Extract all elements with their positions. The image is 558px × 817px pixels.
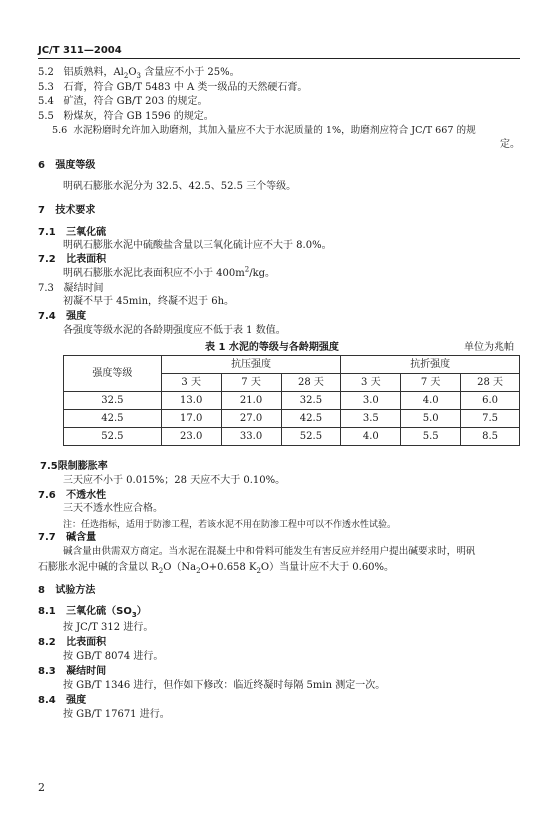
clause-7-6-body: 三天不透水性应合格。 [63,503,163,514]
table-cell: 13.0 [161,392,221,410]
table-row [64,428,520,446]
table-cell: 21.0 [221,392,281,410]
clause-8-2-body: 按 GB/T 8074 进行。 [63,651,164,662]
table-cell: 17.0 [161,410,221,428]
table-cell: 7.5 [461,410,520,428]
clause-5-5: 5.5 粉煤灰，符合 GB 1596 的规定。 [38,111,214,122]
table-row [64,392,520,410]
section-6-body: 明矾石膨胀水泥分为 32.5、42.5、52.5 三个等级。 [63,181,297,192]
table-cell: 32.5 [281,392,341,410]
header-flexural: 抗折强度 [341,356,520,374]
header-age: 3 天 [341,374,401,392]
clause-8-4-body: 按 GB/T 17671 进行。 [63,709,170,720]
clause-7-2-body: 明矾石膨胀水泥比表面积应不小于 $400m^2/kg$。 [63,265,276,279]
clause-8-3-heading: 8.3 凝结时间 [38,666,107,677]
table-cell: 3.5 [341,410,401,428]
clause-7-7-heading: 7.7 碱含量 [38,532,97,543]
clause-7-3-heading: 7.3 凝结时间 [38,283,104,294]
clause-8-4-heading: 8.4 强度 [38,695,87,706]
header-age: 7 天 [221,374,281,392]
table-cell: 33.0 [221,428,281,446]
clause-7-6-note: 注：任选指标，适用于防渗工程，若该水泥不用在防渗工程中可以不作透水性试验。 [63,520,397,530]
table-header-row [64,356,520,374]
header-rule [38,58,520,59]
clause-8-1-heading: 8.1 三氧化硫$(SO_3)$ [38,606,147,619]
table-1-caption: 表 1 水泥的等级与各龄期强度 [205,342,339,353]
clause-5-3: 5.3 石膏，符合 GB/T 5483 中 A 类一级品的天然硬石膏。 [38,82,308,93]
table-cell: 8.5 [461,428,520,446]
table-cell: 4.0 [401,392,461,410]
clause-7-7-body-line2: 石膨胀水泥中碱的含量以 $R_2O(Na_2O+0.658$ $K_2O$）当量计应不大于 0.60%。 [38,562,395,575]
clause-7-4-body: 各强度等级水泥的各龄期强度应不低于表 1 数值。 [63,325,286,336]
table-cell: 3.0 [341,392,401,410]
clause-5-4: 5.4 矿渣，符合 GB/T 203 的规定。 [38,96,208,107]
header-age: 7 天 [401,374,461,392]
table-cell: 4.0 [341,428,401,446]
clause-7-4-heading: 7.4 强度 [38,311,87,322]
table-cell: 52.5 [64,428,162,446]
table-cell: 5.5 [401,428,461,446]
clause-5-2: 5.2 铝质熟料，$Al_2O_3$ 含量应不小于 25%。 [38,67,240,80]
clause-7-2-heading: 7.2 比表面积 [38,254,107,265]
table-cell: 6.0 [461,392,520,410]
clause-8-3-body: 按 GB/T 1346 进行，但作如下修改：临近终凝时每隔 5min 测定一次。 [63,680,386,691]
table-cell: 23.0 [161,428,221,446]
table-cell: 42.5 [281,410,341,428]
clause-7-1-heading: 7.1 三氧化硫 [38,227,107,238]
table-1-unit: 单位为兆帕 [464,342,514,353]
strength-table [63,355,520,446]
clause-7-5-body: 三天应不小于 0.015%；28 天应不大于 0.10%。 [63,475,286,486]
clause-7-7-body-line1: 碱含量由供需双方商定。当水泥在混凝土中和骨料可能发生有害反应并经用户提出碱要求时，明矾 [63,546,476,557]
page-number: 2 [38,781,45,794]
clause-8-2-heading: 8.2 比表面积 [38,637,107,648]
table-cell: 32.5 [64,392,162,410]
section-8-heading: 8 试验方法 [38,585,96,596]
header-age: 28 天 [281,374,341,392]
clause-8-1-body: 按 JC/T 312 进行。 [63,622,154,633]
section-6-heading: 6 强度等级 [38,160,96,171]
table-row [64,410,520,428]
header-age: 3 天 [161,374,221,392]
clause-5-6: 5.6 水泥粉磨时允许加入助磨剂，其加入量应不大于水泥质量的 1%，助磨剂应符合 JC/T 667 的规 [52,125,476,136]
table-cell: 42.5 [64,410,162,428]
section-7-heading: 7 技术要求 [38,205,96,216]
header-compressive: 抗压强度 [161,356,341,374]
table-cell: 27.0 [221,410,281,428]
clause-7-1-body: 明矾石膨胀水泥中硫酸盐含量以三氧化硫计应不大于 8.0%。 [63,240,332,251]
clause-7-3-body: 初凝不早于 45min，终凝不迟于 6h。 [63,296,235,307]
clause-7-6-heading: 7.6 不透水性 [38,490,107,501]
table-cell: 52.5 [281,428,341,446]
header-age: 28 天 [461,374,520,392]
header-strength-grade: 强度等级 [64,356,162,392]
standard-number: JC/T 311—2004 [38,45,122,56]
clause-5-6-cont: 定。 [500,139,520,150]
table-cell: 5.0 [401,410,461,428]
clause-7-5-heading: 7.5限制膨胀率 [40,461,108,472]
